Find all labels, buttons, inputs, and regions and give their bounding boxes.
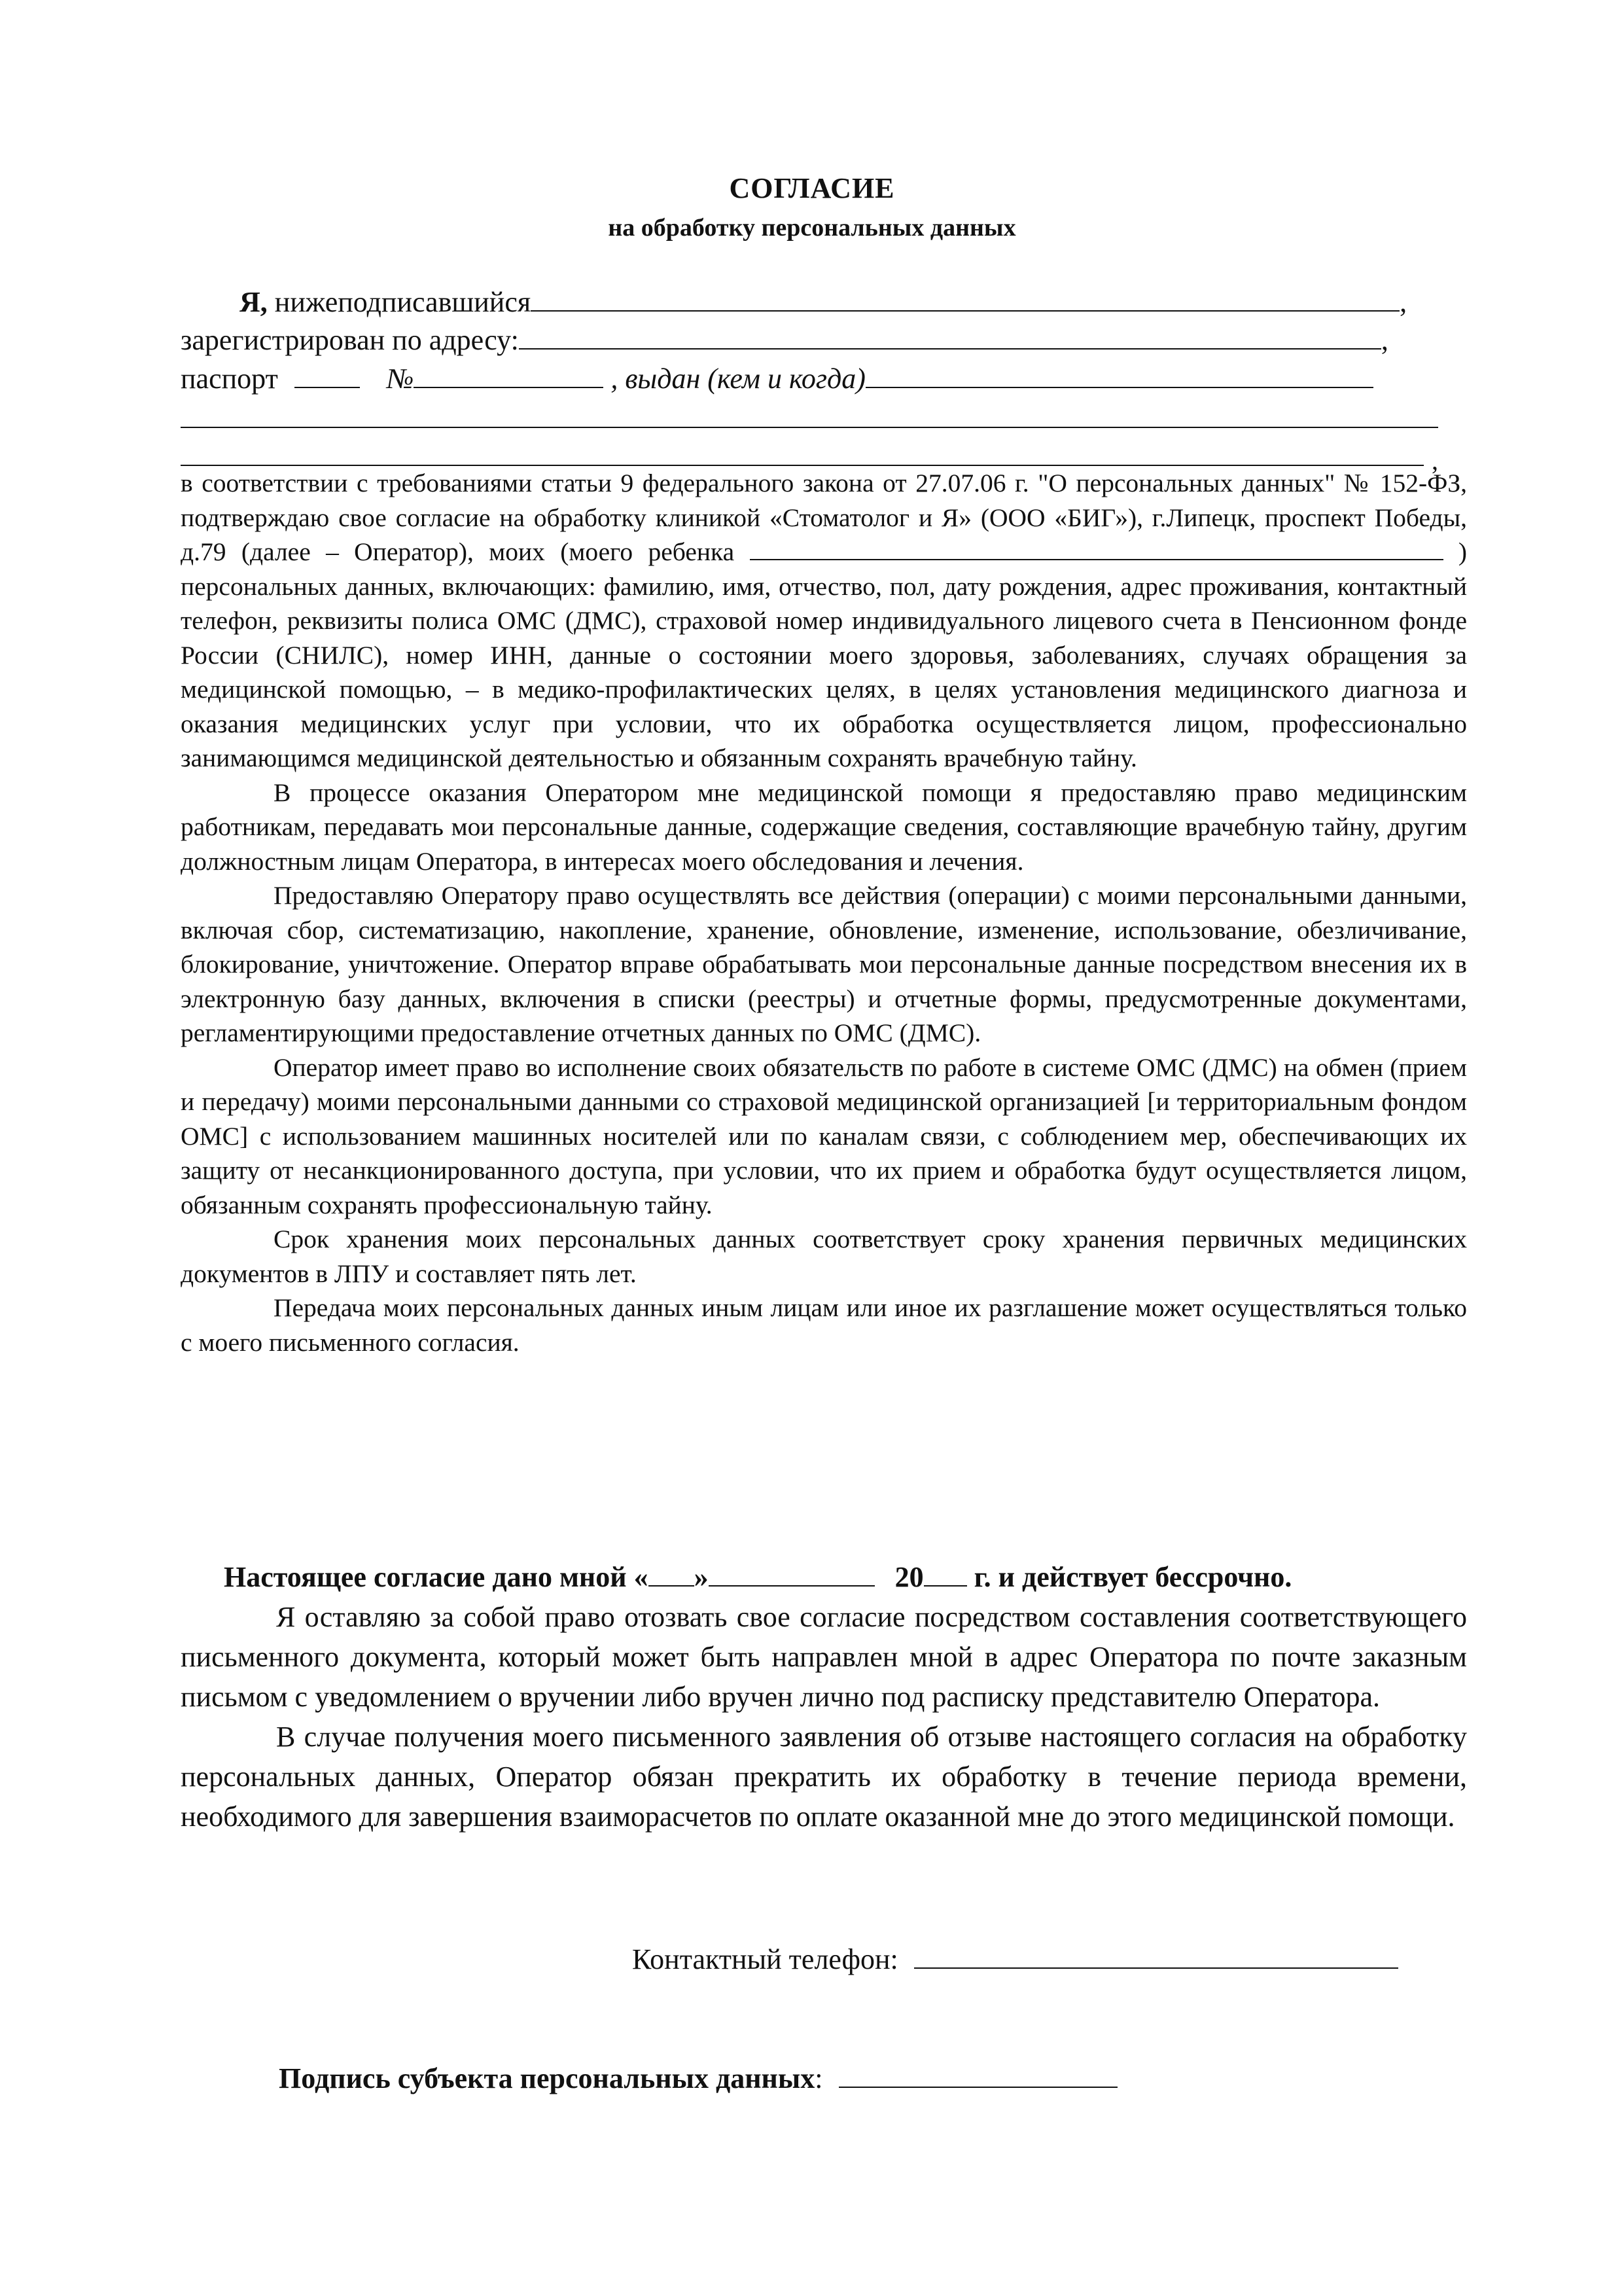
contact-phone-label: Контактный телефон: [632, 1943, 898, 1975]
blank-line[interactable] [181, 427, 1438, 428]
year-field[interactable] [924, 1566, 967, 1587]
comma: , [1400, 286, 1407, 318]
paragraph-legal-basis: в соответствии с требованиями статьи 9 федерального закона от 27.07.06 г. "О персональных данных" № 152-ФЗ, подтверждаю свое согласие на обработку клиникой «Стоматолог и Я» (ООО «БИГ»), г.Липецк, проспект Победы, д.79 (далее – Оператор), моих (моего ребенка ) персональных данных, включающих: фамилию, имя, отчество, пол, дату рождения, адрес проживания, контактный телефон, реквизиты полиса ОМС (ДМС), страховой номер индивидуального лицевого счета в Пенсионном фонде России (СНИЛС), номер ИНН, данные о состоянии моего здоровья, заболеваниях, случаях обращения за медицинской помощью, – в медико-профилактических целях, в целях установления медицинского диагноза и оказания медицинских услуг при условии, что их обработка осуществляется лицом, профессионально занимающимся медицинской деятельностью и обязанным сохранять врачебную тайну. [181, 469, 1468, 772]
passport-number-field[interactable] [414, 367, 603, 388]
signature-field[interactable] [839, 2067, 1118, 2088]
consent-body [181, 466, 1467, 1359]
address-line [181, 323, 1467, 357]
i-label: Я, [239, 286, 268, 318]
paragraph-medical-secrecy: В процессе оказания Оператором мне медицинской помощи я предоставляю право медицинским работникам, передавать мои персональные данные, содержащие сведения, составляющие врачебную тайну, другим должностным лицам Оператора, в интересах моего обследования и лечения. [181, 778, 1467, 876]
issued-by-field[interactable] [866, 367, 1373, 388]
signer-label: нижеподписавшийся [274, 286, 531, 318]
paragraph-exchange: Оператор имеет право во исполнение своих обязательств по работе в системе ОМС (ДМС) на обмен (прием и передачу) моими персональными данными со страховой медицинской организацией [и территориальным фондом ОМС] с использованием машинных носителей или по каналам связи, с соблюдением мер, обеспечивающих их защиту от несанкционированного доступа, при условии, что их прием и обработка будут осуществляется лицом, обязанным сохранять профессиональную тайну. [181, 1052, 1467, 1219]
paragraph-transfer: Передача моих персональных данных иным лицам или иное их разглашение может осуществляться только с моего письменного согласия. [181, 1293, 1467, 1357]
passport-series-field[interactable] [294, 367, 360, 388]
day-field[interactable] [648, 1566, 694, 1587]
paragraph-revocation: Я оставляю за собой право отозвать свое согласие посредством составления соответствующего письменного документа, который может быть направлен мной в адрес Оператора по почте заказным письмом с уведомлением о вручении либо вручен лично под расписку представителю Оператора. [181, 1601, 1467, 1713]
paragraph-termination: В случае получения моего письменного заявления об отзыве настоящего согласия на обработку персональных данных, Оператор обязан прекратить их обработку в течение периода времени, необходимого для завершения взаиморасчетов по оплате оказанной мне до этого медицинской помощи. [181, 1721, 1467, 1833]
signer-line [181, 285, 1467, 319]
address-label: зарегистрирован по адресу: [181, 324, 519, 356]
address-field[interactable] [519, 329, 1381, 350]
revocation-body [181, 1597, 1467, 1837]
contact-phone-field[interactable] [914, 1948, 1398, 1969]
number-sign: № [386, 363, 414, 395]
passport-label: паспорт [181, 363, 278, 395]
document-title: СОГЛАСИЕ [729, 172, 895, 204]
signature-label: Подпись субъекта персональных данных [279, 2062, 815, 2094]
signer-name-field[interactable] [531, 291, 1400, 312]
passport-line [181, 362, 1467, 395]
comma: , [1381, 324, 1388, 356]
month-field[interactable] [709, 1566, 875, 1587]
contact-phone-line [632, 1943, 1398, 1976]
paragraph-operations: Предоставляю Оператору право осуществлять все действия (операции) с моими персональными данными, включая сбор, систематизацию, накопление, хранение, обновление, изменение, использование, обезличивание, блокирование, уничтожение. Оператор вправе обрабатывать мои персональные данные посредством внесения их в электронную базу данных, включения в списки (реестры) и отчетные формы, предусмотренные документами, регламентирующими предоставление отчетных данных по ОМС (ДМС). [181, 881, 1467, 1047]
document-subtitle: на обработку персональных данных [608, 214, 1016, 242]
issued-by-label: , выдан (кем и когда) [610, 363, 866, 395]
signature-line: Подпись субъекта персональных данных: [279, 2062, 1118, 2095]
comma: , [1432, 446, 1438, 475]
paragraph-retention: Срок хранения моих персональных данных соответствует сроку хранения первичных медицинских документов в ЛПУ и составляет пять лет. [181, 1225, 1467, 1288]
child-name-field[interactable] [750, 542, 1443, 560]
consent-date-statement: Настоящее согласие дано мной « » 20 г. и действует бессрочно. [224, 1561, 1292, 1593]
